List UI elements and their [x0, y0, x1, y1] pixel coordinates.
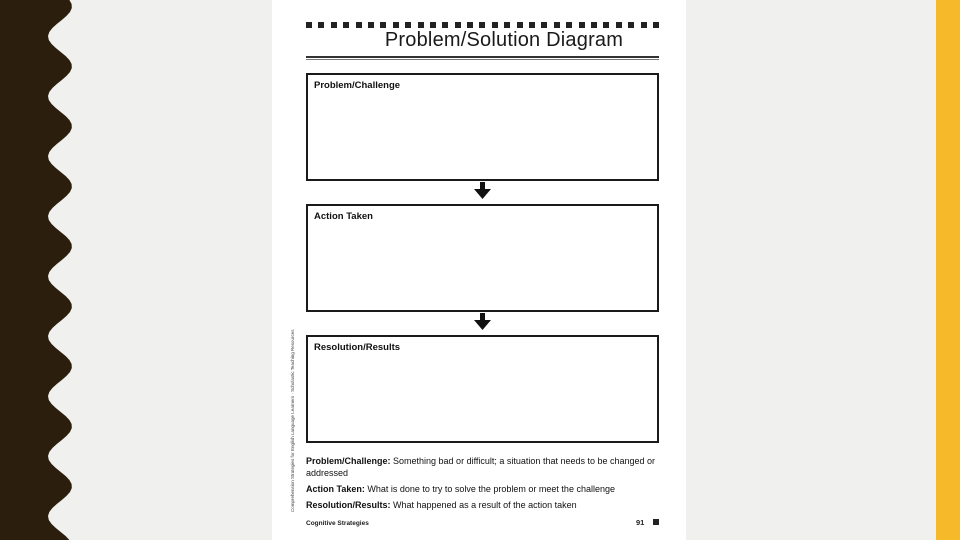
worksheet-page: [272, 0, 686, 540]
definition-action: Action Taken: What is done to try to solve the problem or meet the challenge: [306, 484, 615, 494]
problem-challenge-label: Problem/Challenge: [314, 80, 401, 91]
definitions: [306, 455, 656, 515]
problem-challenge-box: [306, 73, 659, 181]
definition-problem: Problem/Challenge: Something bad or difficult; a situation that needs to be changed or addressed: [306, 456, 656, 478]
action-taken-label: Action Taken: [314, 211, 373, 222]
down-arrow-icon: [474, 182, 491, 200]
resolution-results-box: [306, 335, 659, 443]
wavy-dark-border: [0, 0, 80, 540]
title-rule: [306, 56, 659, 58]
footer-section-name: Cognitive Strategies: [306, 520, 369, 527]
title-rule-thin: [306, 59, 659, 60]
accent-side-bar: [936, 0, 960, 540]
worksheet-title: Problem/Solution Diagram: [384, 29, 624, 51]
side-credit-text: Comprehension Strategies for English Language Learners · Scholastic Teaching Resources: [290, 329, 295, 512]
decorative-dot-border: [306, 22, 659, 28]
footer-square-icon: [653, 519, 659, 525]
resolution-results-label: Resolution/Results: [314, 342, 401, 353]
action-taken-box: [306, 204, 659, 312]
definition-resolution: Resolution/Results: What happened as a result of the action taken: [306, 500, 577, 510]
page-number: 91: [636, 518, 645, 527]
down-arrow-icon: [474, 313, 491, 331]
